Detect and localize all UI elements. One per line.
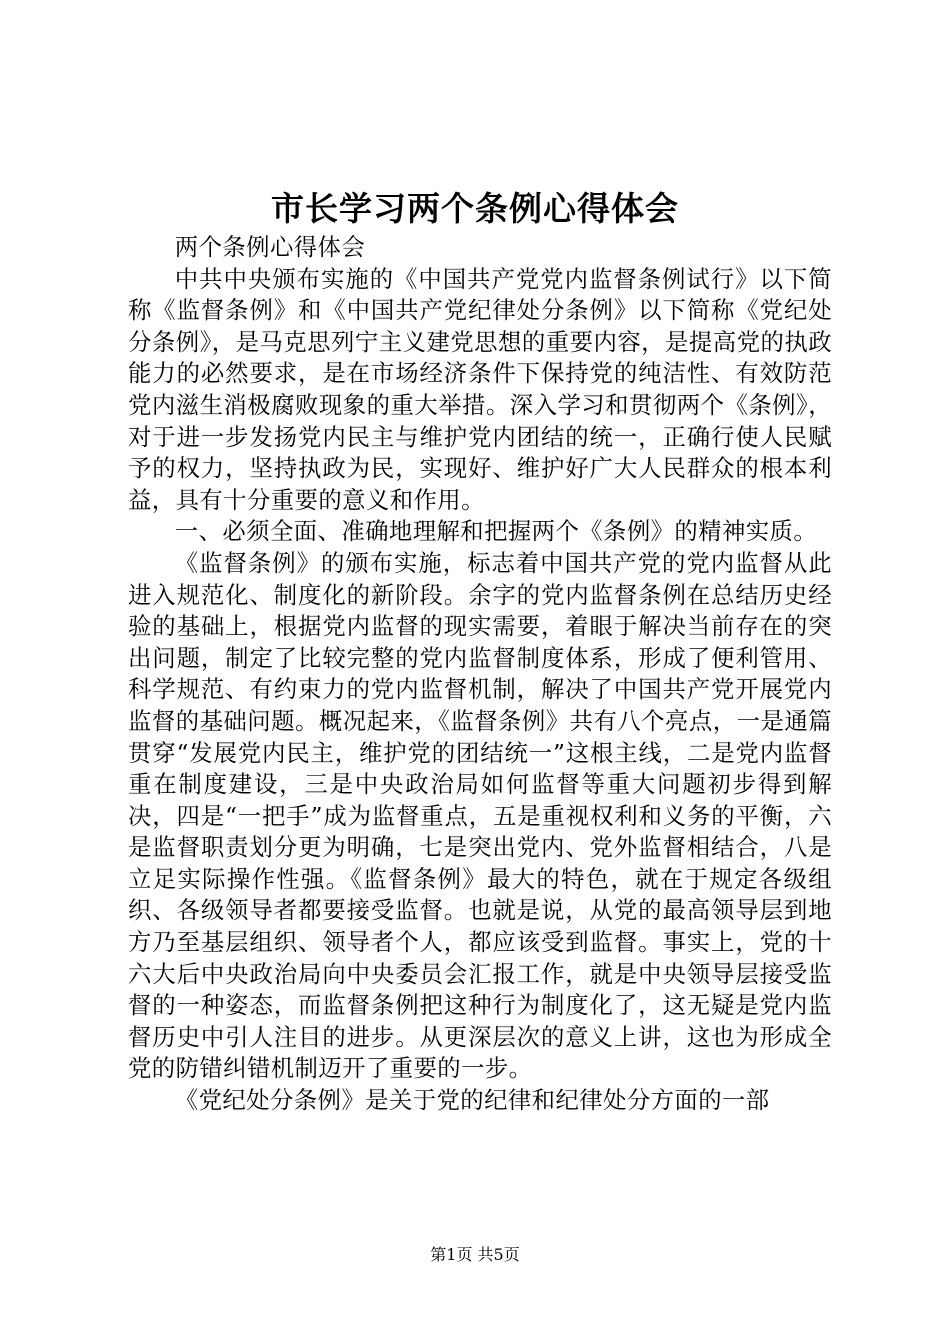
paragraph-intro: 中共中央颁布实施的《中国共产党党内监督条例试行》以下简称《监督条例》和《中国共产党纪律处分条例》以下简称《党纪处分条例》，是马克思列宁主义建党思想的重要内容，是提高党的执政能力的必然要求，是在市场经济条件下保持党的纯洁性、有效防范党内滋生消极腐败现象的重大举措。深入学习和贯彻两个《条例》，对于进一步发扬党内民主与维护党内团结的统一，正确行使人民赋予的权力，坚持执政为民，实现好、维护好广大人民群众的根本利益，具有十分重要的意义和作用。: [128, 264, 832, 514]
paragraph-supervision-regulations: 《监督条例》的颁布实施，标志着中国共产党的党内监督从此进入规范化、制度化的新阶段。余字的党内监督条例在总结历史经验的基础上，根据党内监督的现实需要，着眼于解决当前存在的突出问题，制定了比较完整的党内监督制度体系，形成了便利管用、科学规范、有约束力的党内监督机制，解决了中国共产党开展党内监督的基础问题。概况起来，《监督条例》共有八个亮点，一是通篇贯穿“发展党内民主，维护党的团结统一”这根主线，二是党内监督重在制度建设，三是中央政治局如何监督等重大问题初步得到解决，四是“一把手”成为监督重点，五是重视权利和义务的平衡，六是监督职责划分更为明确，七是突出党内、党外监督相结合，八是立足实际操作性强。《监督条例》最大的特色，就在于规定各级组织、各级领导者都要接受监督。也就是说，从党的最高领导层到地方乃至基层组织、领导者个人，都应该受到监督。事实上，党的十六大后中央政治局向中央委员会汇报工作，就是中央领导层接受监督的一种姿态，而监督条例把这种行为制度化了，这无疑是党内监督历史中引人注目的进步。从更深层次的意义上讲，这也为形成全党的防错纠错机制迈开了重要的一步。: [128, 548, 832, 1083]
page-footer: 第1页 共5页: [430, 1245, 520, 1264]
paragraph-section-heading: 一、必须全面、准确地理解和把握两个《条例》的精神实质。: [174, 517, 818, 546]
paragraph-discipline-regulations: 《党纪处分条例》是关于党的纪律和纪律处分方面的一部: [174, 1086, 770, 1115]
paragraph-subtitle: 两个条例心得体会: [174, 233, 366, 261]
document-title: 市长学习两个条例心得体会: [271, 189, 679, 228]
document-body: [128, 232, 832, 1117]
